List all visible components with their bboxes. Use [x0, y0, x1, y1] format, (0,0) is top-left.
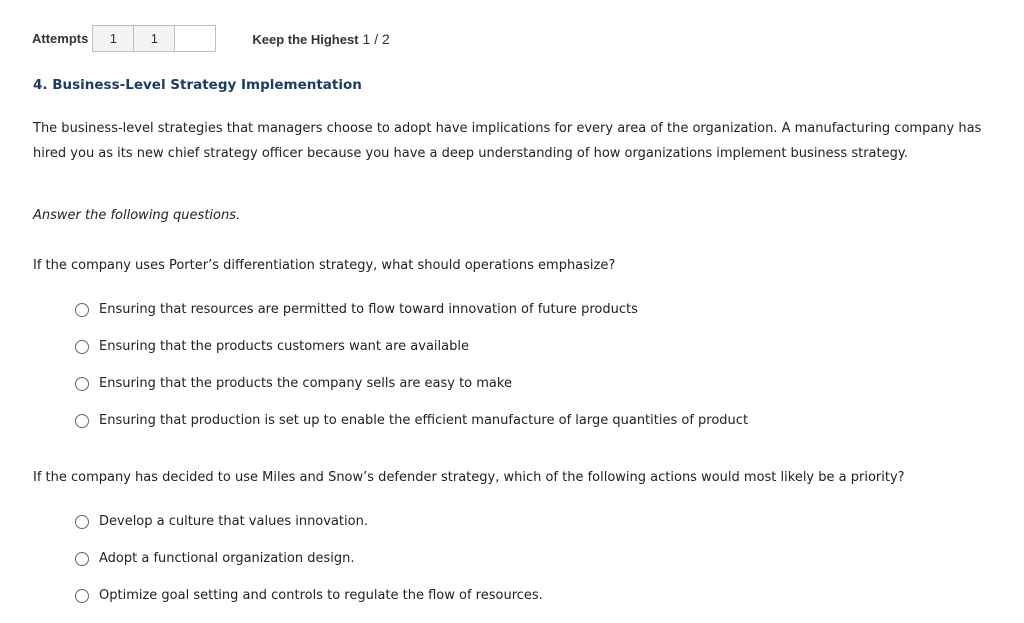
option-label: Ensuring that production is set up to enable the efficient manufacture of large quantities of product: [99, 413, 749, 428]
attempts-label: Attempts: [32, 31, 89, 46]
question-intro: The business-level strategies that managers choose to adopt have implications for every area of the organization. A manufacturing company has hired you as its new chief strategy officer because you have a deep understanding of how organizations implement business strategy.: [33, 121, 982, 161]
score: 1 / 2: [362, 30, 390, 47]
radio-button[interactable]: [75, 515, 89, 529]
option-label: Optimize goal setting and controls to regulate the flow of resources.: [99, 588, 543, 603]
part-1-option-3[interactable]: [75, 365, 748, 402]
question-title: 4. Business-Level Strategy Implementation: [33, 77, 362, 93]
option-label: Develop a culture that values innovation.: [99, 514, 368, 529]
attempt-box-1: 1: [92, 25, 133, 52]
part-2-option-1[interactable]: [75, 503, 543, 540]
part-1-option-1[interactable]: [75, 291, 748, 328]
part-2-options: [75, 503, 543, 614]
keep-highest: [252, 31, 389, 47]
radio-button[interactable]: [75, 303, 89, 317]
attempts-bar: [32, 25, 390, 52]
attempt-boxes: [92, 25, 216, 52]
radio-button[interactable]: [75, 589, 89, 603]
attempt-box-2: 1: [133, 25, 174, 52]
keep-highest-label: Keep the Highest: [252, 31, 359, 47]
attempt-box-3: [174, 25, 216, 52]
radio-button[interactable]: [75, 377, 89, 391]
radio-button[interactable]: [75, 414, 89, 428]
part-2-prompt: If the company has decided to use Miles and Snow’s defender strategy, which of the following actions would most likely be a priority?: [33, 470, 905, 485]
part-2-option-3[interactable]: [75, 577, 543, 614]
question-instruction: Answer the following questions.: [33, 208, 241, 223]
part-1-options: [75, 291, 748, 439]
part-1-option-2[interactable]: [75, 328, 748, 365]
radio-button[interactable]: [75, 552, 89, 566]
option-label: Ensuring that resources are permitted to flow toward innovation of future products: [99, 302, 638, 317]
part-1-prompt: If the company uses Porter’s differentiation strategy, what should operations emphasize?: [33, 258, 616, 273]
option-label: Adopt a functional organization design.: [99, 551, 355, 566]
option-label: Ensuring that the products the company sells are easy to make: [99, 376, 512, 391]
part-2-option-2[interactable]: [75, 540, 543, 577]
radio-button[interactable]: [75, 340, 89, 354]
option-label: Ensuring that the products customers want are available: [99, 339, 469, 354]
part-1-option-4[interactable]: [75, 402, 748, 439]
